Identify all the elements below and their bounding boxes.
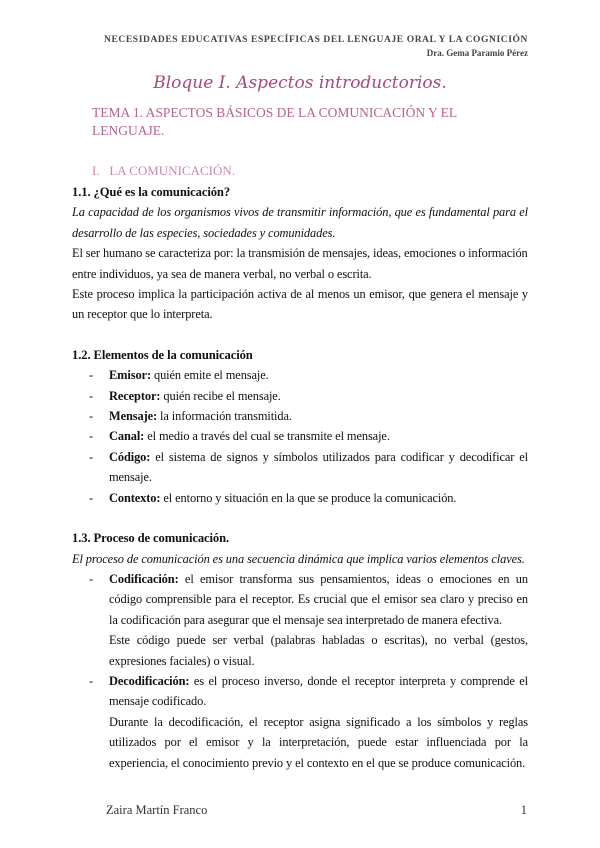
process-list bbox=[72, 569, 528, 773]
topic-title: TEMA 1. ASPECTOS BÁSICOS DE LA COMUNICACIÓN Y EL LENGUAJE. bbox=[92, 105, 457, 138]
elements-list bbox=[72, 365, 528, 508]
list-item-extra: Este código puede ser verbal (palabras habladas o escritas), no verbal (gestos, expresiones faciales) o visual. bbox=[109, 633, 528, 668]
running-header-course: NECESIDADES EDUCATIVAS ESPECÍFICAS DEL LENGUAJE ORAL Y LA COGNICIÓN bbox=[104, 35, 528, 45]
footer-author: Zaira Martín Franco bbox=[106, 803, 208, 817]
list-item-extra: Durante la decodificación, el receptor asigna significado a los símbolos y reglas utilizados por el emisor y la interpretación, puede estar influenciada por la experiencia, el conocimiento previo y el contexto en el que se produce comunicación. bbox=[109, 714, 528, 770]
page-footer bbox=[72, 786, 528, 818]
definition: La capacidad de los organismos vivos de transmitir información, que es fundamental para el desarrollo de las especies, sociedades y comunidades. bbox=[72, 205, 528, 240]
subsection-heading-1-1: 1.1. ¿Qué es la comunicación? bbox=[72, 185, 231, 199]
page-number: 1 bbox=[520, 803, 527, 817]
list-item: - Emisor: quién emite el mensaje. bbox=[89, 368, 269, 383]
block-title: Bloque I. Aspectos introductorios. bbox=[153, 73, 447, 93]
running-header-author: Dra. Gema Paramio Pérez bbox=[426, 48, 528, 58]
list-item: - Decodificación: es el proceso inverso, donde el receptor interpreta y comprende el mensaje codificado. Durante la decodificación, el receptor asigna significado a los símbolos y reglas utilizados por el emisor y la interpretación, puede estar influenciada por la experiencia, el conocimiento previo y el contexto en el que se produce comunicación. bbox=[72, 671, 528, 773]
list-item: - Receptor: quién recibe el mensaje. bbox=[89, 388, 281, 403]
section-heading: I. LA COMUNICACIÓN. bbox=[92, 163, 235, 178]
list-item: - Canal: el medio a través del cual se transmite el mensaje. bbox=[89, 429, 390, 444]
subsection-heading-1-3: 1.3. Proceso de comunicación. bbox=[72, 531, 230, 546]
list-item: - Código: el sistema de signos y símbolos utilizados para codificar y decodificar el mensaje. bbox=[89, 449, 528, 485]
list-item: - Mensaje: la información transmitida. bbox=[89, 409, 292, 424]
subsection-heading-1-2: 1.2. Elementos de la comunicación bbox=[72, 347, 253, 362]
list-item: - Contexto: el entorno y situación en la que se produce la comunicación. bbox=[89, 490, 457, 505]
list-item: - Codificación: el emisor transforma sus pensamientos, ideas o emociones en un código comprensible para el receptor. Es crucial que el emisor sea claro y preciso en la codificación para asegurar que el mensaje sea interpretado de manera efectiva. Este código puede ser verbal (palabras habladas o escritas), no verbal (gestos, expresiones faciales) o visual. bbox=[72, 569, 528, 671]
paragraph: El ser humano se caracteriza por: la transmisión de mensajes, ideas, emociones o información entre individuos, ya sea de manera verbal, no verbal o escrita. bbox=[72, 246, 528, 281]
paragraph: Este proceso implica la participación activa de al menos un emisor, que genera el mensaje y un receptor que lo interpreta. bbox=[72, 287, 528, 322]
process-intro: El proceso de comunicación es una secuencia dinámica que implica varios elementos claves. bbox=[72, 551, 525, 566]
document-body bbox=[72, 182, 528, 773]
